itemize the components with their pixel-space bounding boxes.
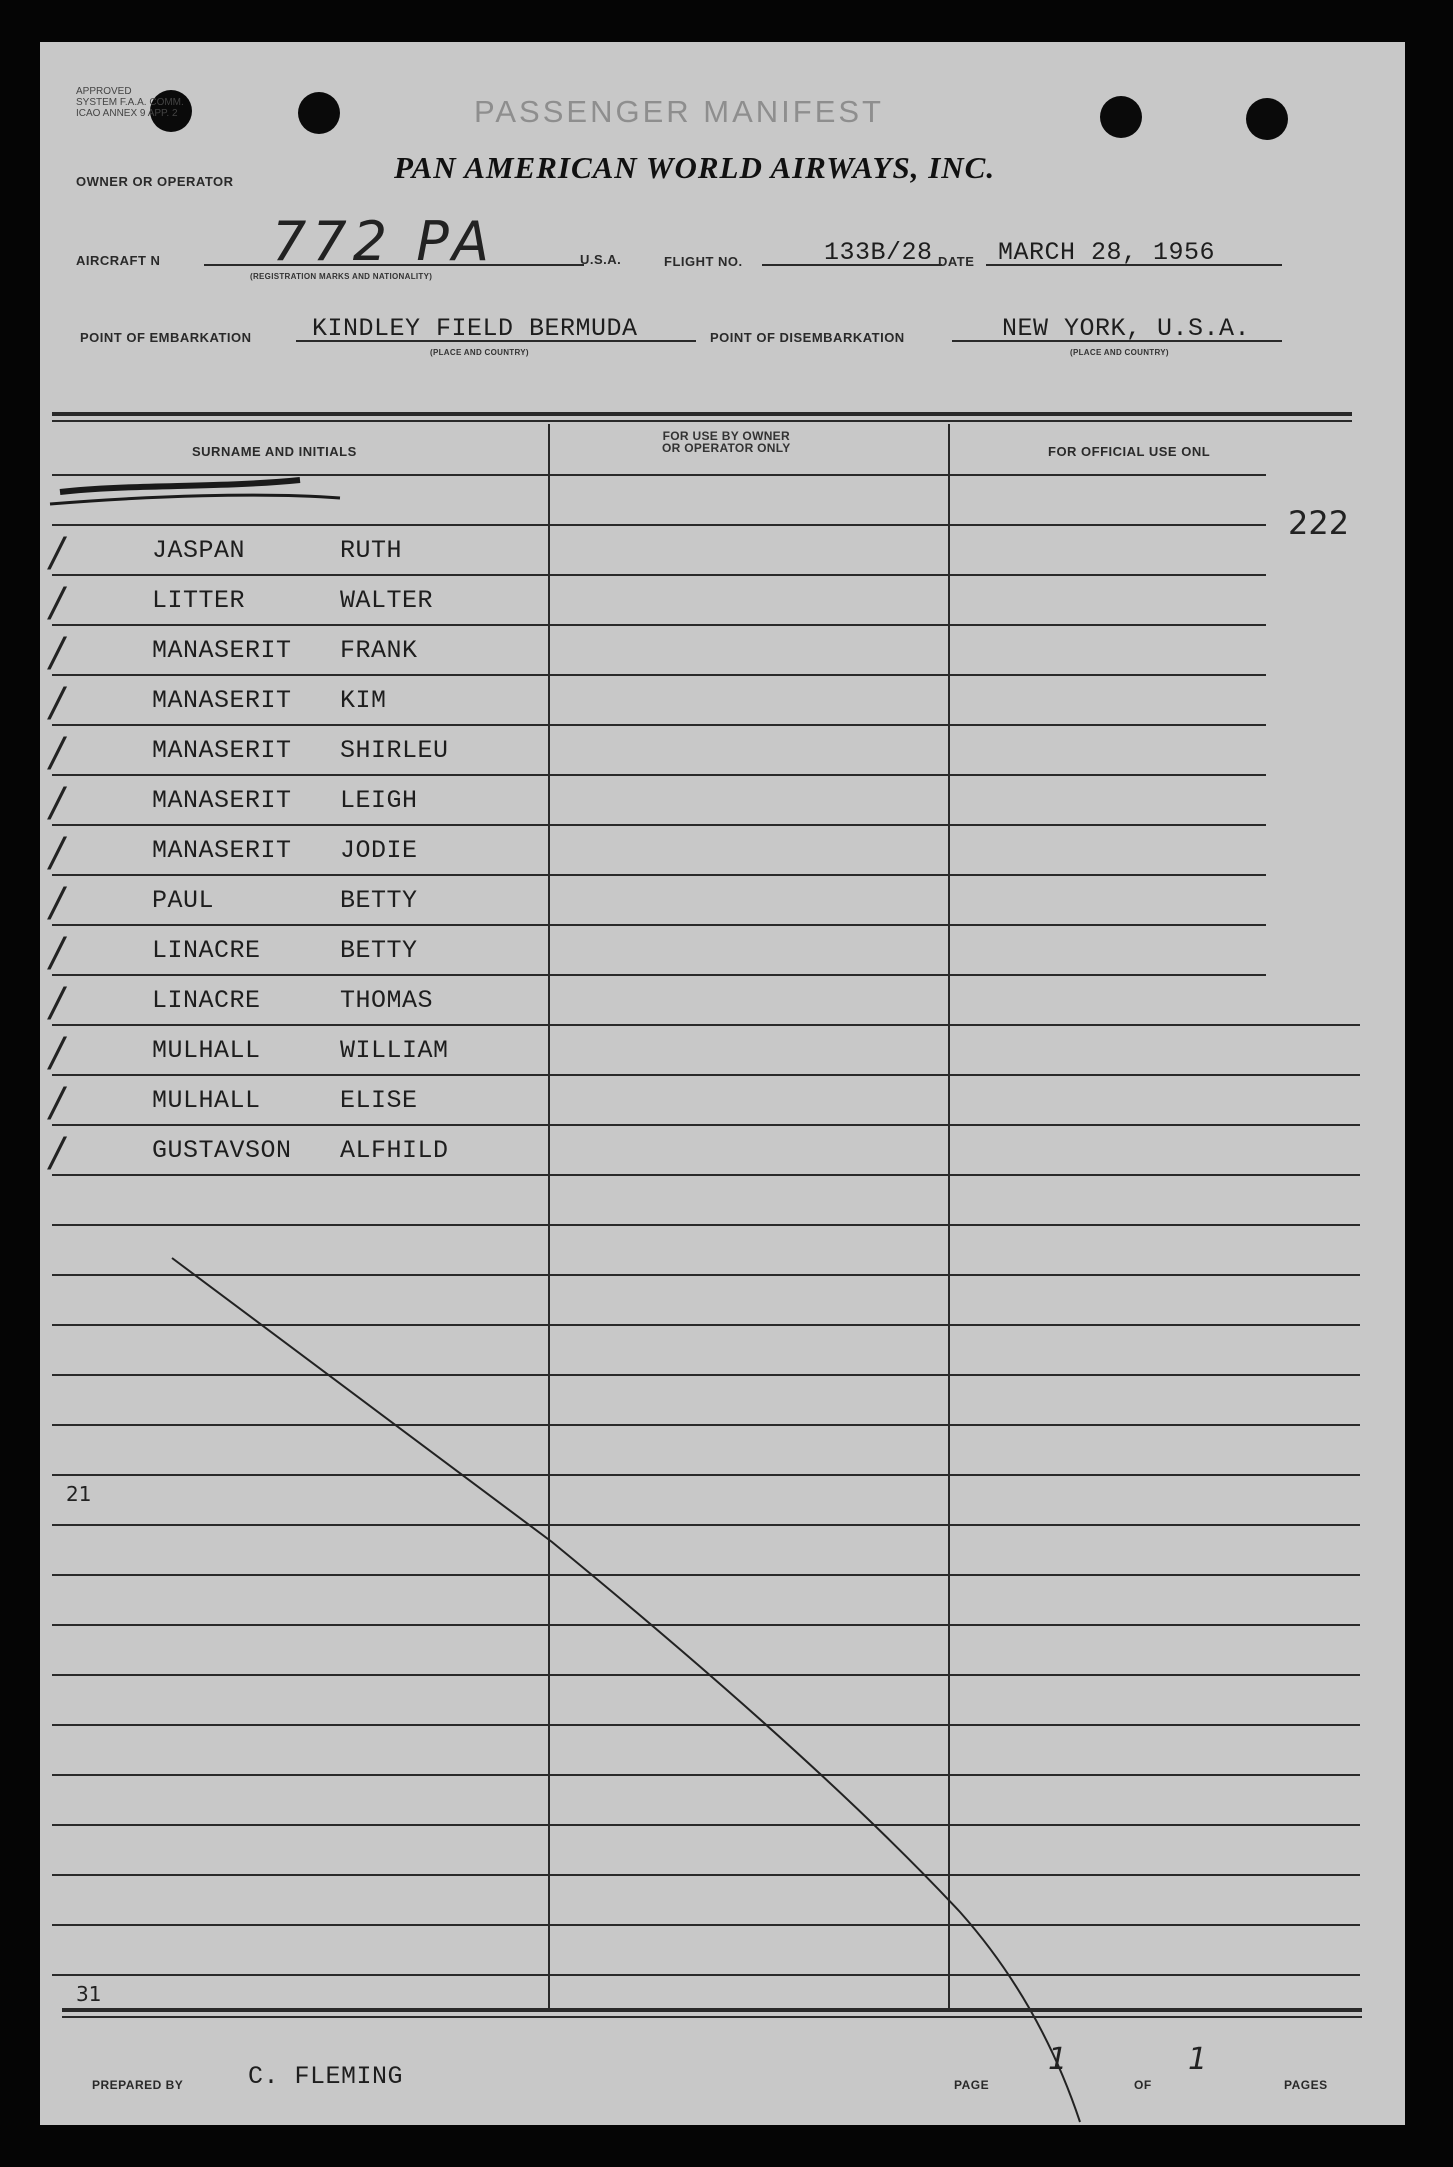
passenger-surname: MANASERIT (152, 686, 292, 715)
passenger-surname: MANASERIT (152, 736, 292, 765)
passenger-given-name: ELISE (340, 1086, 418, 1115)
checkmark-icon: / (50, 530, 64, 576)
prepared-by-value: C. FLEMING (248, 2062, 404, 2091)
usa-label: U.S.A. (580, 252, 622, 267)
passenger-surname: PAUL (152, 886, 215, 915)
manifest-sheet (40, 42, 1405, 2125)
checkmark-icon: / (50, 880, 64, 926)
passenger-surname: MANASERIT (152, 636, 292, 665)
total-pages: 1 (1188, 2042, 1214, 2077)
aircraft-label: AIRCRAFT N (76, 253, 161, 268)
pages-label: PAGES (1284, 2078, 1328, 2092)
passenger-given-name: KIM (340, 686, 387, 715)
checkmark-icon: / (50, 1130, 64, 1176)
checkmark-icon: / (50, 630, 64, 676)
passenger-given-name: JODIE (340, 836, 418, 865)
passenger-given-name: BETTY (340, 886, 418, 915)
checkmark-icon: / (50, 830, 64, 876)
page-title: PASSENGER MANIFEST (474, 94, 884, 129)
page-number: 1 (1048, 2042, 1074, 2077)
passenger-surname: LINACRE (152, 936, 261, 965)
passenger-surname: JASPAN (152, 536, 246, 565)
checkmark-icon: / (50, 680, 64, 726)
owner-column-header-line: OR OPERATOR ONLY (662, 441, 791, 455)
disembarkation-label: POINT OF DISEMBARKATION (710, 330, 905, 345)
passenger-surname: GUSTAVSON (152, 1136, 292, 1165)
date-label: DATE (938, 254, 975, 269)
checkmark-icon: / (50, 730, 64, 776)
flight-number: 133B/28 (824, 238, 933, 267)
row-number: 31 (76, 1982, 102, 2006)
passenger-given-name: ALFHILD (340, 1136, 449, 1165)
passenger-given-name: LEIGH (340, 786, 418, 815)
row-number: 21 (66, 1482, 92, 1506)
operator-name: PAN AMERICAN WORLD AIRWAYS, INC. (394, 150, 996, 185)
passenger-surname: MULHALL (152, 1086, 261, 1115)
passenger-given-name: THOMAS (340, 986, 434, 1015)
flight-label: FLIGHT NO. (664, 254, 743, 269)
checkmark-icon: / (50, 1030, 64, 1076)
passenger-given-name: RUTH (340, 536, 403, 565)
checkmark-icon: / (50, 1080, 64, 1126)
passenger-given-name: WALTER (340, 586, 434, 615)
checkmark-icon: / (50, 980, 64, 1026)
footer-divider (62, 2008, 1362, 2012)
passenger-surname: MULHALL (152, 1036, 261, 1065)
embarkation-caption: (PLACE AND COUNTRY) (430, 348, 529, 357)
footer-divider (62, 2016, 1362, 2018)
page-label: PAGE (954, 2078, 990, 2092)
registration-caption: (REGISTRATION MARKS AND NATIONALITY) (250, 272, 433, 281)
aircraft-registration: 772 PA (272, 210, 496, 273)
approval-line: SYSTEM F.A.A. COMM. (76, 97, 184, 108)
passenger-surname: LINACRE (152, 986, 261, 1015)
disembarkation-caption: (PLACE AND COUNTRY) (1070, 348, 1169, 357)
embarkation-label: POINT OF EMBARKATION (80, 330, 252, 345)
surname-column-header: SURNAME AND INITIALS (192, 444, 357, 459)
passenger-given-name: FRANK (340, 636, 418, 665)
approval-line: ICAO ANNEX 9 APP. 2 (76, 108, 178, 119)
passenger-given-name: WILLIAM (340, 1036, 449, 1065)
official-column-header: FOR OFFICIAL USE ONL (1048, 444, 1211, 459)
embarkation-value: KINDLEY FIELD BERMUDA (312, 314, 638, 343)
cancellation-line (40, 42, 1405, 2125)
prepared-by-label: PREPARED BY (92, 2078, 184, 2092)
checkmark-icon: / (50, 930, 64, 976)
checkmark-icon: / (50, 780, 64, 826)
disembarkation-value: NEW YORK, U.S.A. (1002, 314, 1251, 343)
owner-column-header-line: FOR USE BY OWNER (662, 429, 790, 443)
passenger-surname: LITTER (152, 586, 246, 615)
date-value: MARCH 28, 1956 (998, 238, 1216, 267)
approval-line: APPROVED (76, 86, 132, 97)
margin-note: 222 (1288, 504, 1350, 542)
checkmark-icon: / (50, 580, 64, 626)
passenger-surname: MANASERIT (152, 786, 292, 815)
passenger-given-name: BETTY (340, 936, 418, 965)
owner-label: OWNER OR OPERATOR (76, 174, 234, 189)
passenger-given-name: SHIRLEU (340, 736, 449, 765)
of-label: OF (1134, 2078, 1152, 2092)
passenger-surname: MANASERIT (152, 836, 292, 865)
